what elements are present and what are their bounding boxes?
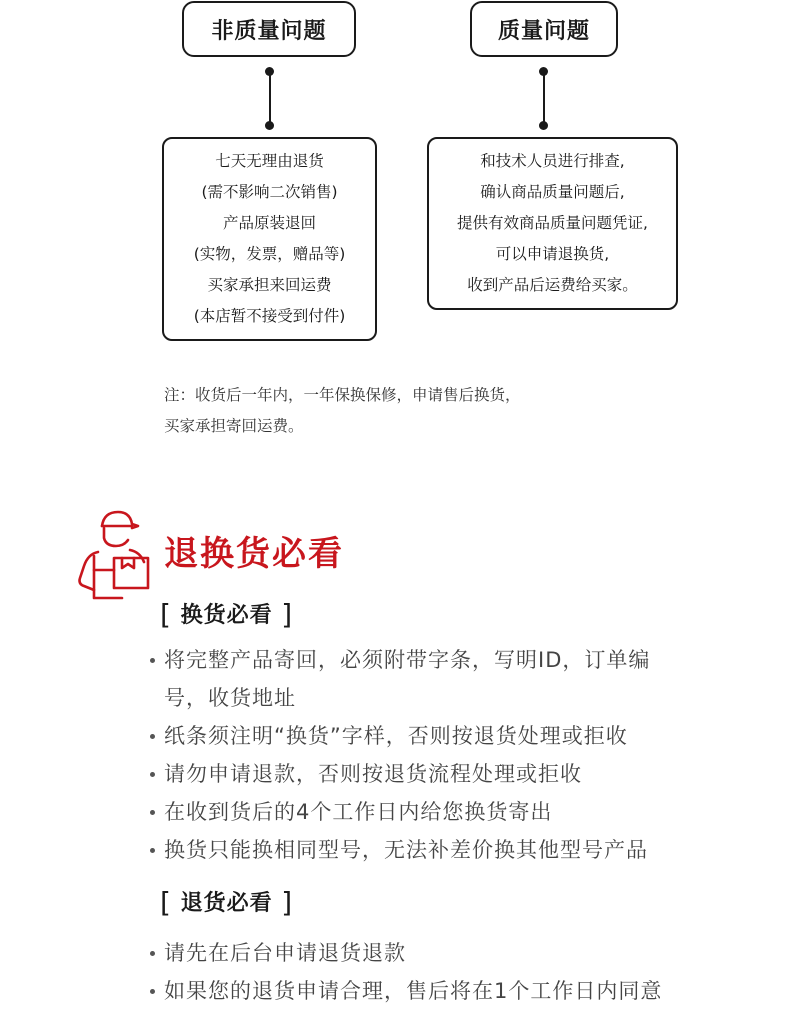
quality-line-3: 提供有效商品质量问题凭证, <box>457 214 648 232</box>
exchange-heading-text: 换货必看 <box>180 603 273 628</box>
list-item <box>148 934 662 972</box>
list-item <box>148 641 650 717</box>
quality-line-4: 可以申请退换货, <box>495 245 610 263</box>
quality-line-5: 收到产品后运费给买家。 <box>467 276 638 294</box>
exchange-rule-5: 换货只能换相同型号，无法补差价换其他型号产品 <box>164 838 648 862</box>
return-rule-2: 如果您的退货申请合理，售后将在1个工作日内同意 <box>164 979 663 1003</box>
return-rules-list <box>148 934 662 1010</box>
non-quality-line-2: (需不影响二次销售) <box>201 183 338 201</box>
exchange-rules-list <box>148 641 650 869</box>
exchange-rule-1-cont: 号，收货地址 <box>164 686 296 710</box>
quality-issue-text: 质量问题 <box>497 18 590 44</box>
exchange-rule-4: 在收到货后的4个工作日内给您换货寄出 <box>164 800 553 824</box>
non-quality-issue-label <box>182 1 356 57</box>
note-line-2: 买家承担寄回运费。 <box>164 417 304 435</box>
exchange-rule-3: 请勿申请退款，否则按退货流程处理或拒收 <box>164 762 582 786</box>
exchange-rule-2: 纸条须注明“换货”字样，否则按退货处理或拒收 <box>164 724 628 748</box>
list-item <box>148 972 662 1010</box>
delivery-person-icon <box>78 508 154 600</box>
exchange-rule-1: 将完整产品寄回，必须附带字条，写明ID，订单编 <box>164 648 651 672</box>
return-bracket-right: ] <box>281 886 294 919</box>
list-item <box>148 793 650 831</box>
connector-line-left <box>269 71 271 125</box>
quality-line-1: 和技术人员进行排查, <box>480 152 625 170</box>
return-heading <box>160 886 293 919</box>
list-item <box>148 831 650 869</box>
exchange-heading <box>160 598 293 631</box>
list-item <box>148 717 650 755</box>
section-title: 退换货必看 <box>164 534 344 574</box>
return-bracket-left: [ <box>160 886 172 919</box>
non-quality-line-3: 产品原装退回 <box>222 214 316 232</box>
after-sales-note <box>164 380 521 442</box>
non-quality-policy-box <box>162 137 377 341</box>
return-rule-1: 请先在后台申请退货退款 <box>164 941 406 965</box>
exchange-bracket-right: ] <box>281 598 294 631</box>
quality-line-2: 确认商品质量问题后, <box>480 183 625 201</box>
exchange-bracket-left: [ <box>160 598 172 631</box>
non-quality-line-4: (实物，发票，赠品等) <box>193 245 346 263</box>
non-quality-line-6: (本店暂不接受到付件) <box>193 307 346 325</box>
non-quality-issue-text: 非质量问题 <box>211 18 327 44</box>
connector-dot-right-bottom <box>539 121 548 130</box>
return-heading-text: 退货必看 <box>180 891 273 916</box>
quality-policy-box <box>427 137 678 310</box>
connector-dot-left-bottom <box>265 121 274 130</box>
quality-issue-label <box>470 1 618 57</box>
connector-line-right <box>543 71 545 125</box>
list-item <box>148 755 650 793</box>
non-quality-line-1: 七天无理由退货 <box>215 152 324 170</box>
non-quality-line-5: 买家承担来回运费 <box>207 276 332 294</box>
note-line-1: 注：收货后一年内，一年保换保修，申请售后换货， <box>164 386 521 404</box>
